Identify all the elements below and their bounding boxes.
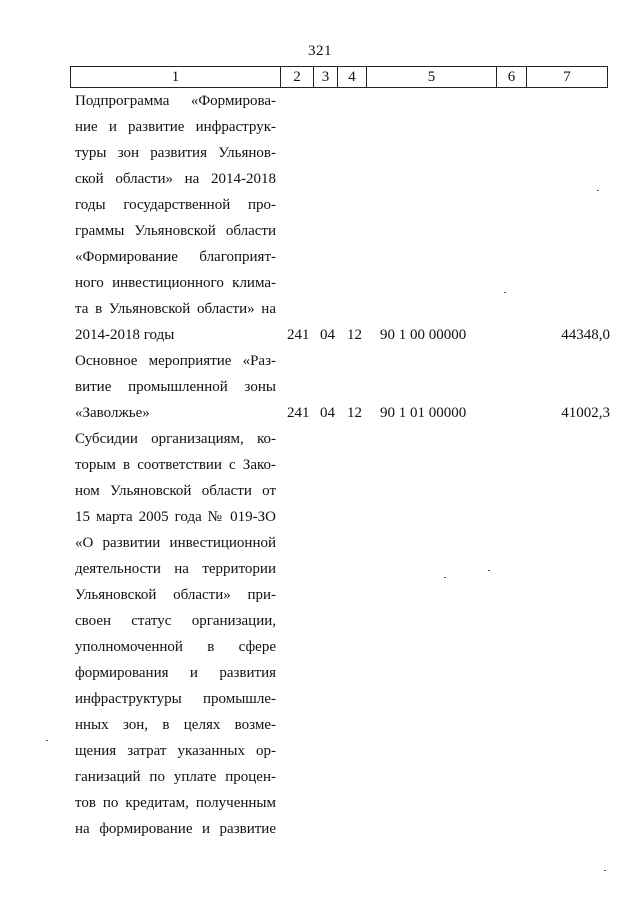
description-line: туры зон развития Ульянов- — [75, 145, 276, 161]
description-line: годы государственной про- — [75, 197, 276, 213]
description-line: Субсидии организациям, ко- — [75, 431, 276, 447]
description-line: своен статус организации, — [75, 613, 276, 629]
description-line: 2014-2018 годы — [75, 327, 175, 343]
scan-speck — [444, 577, 446, 578]
description-line: уполномоченной в сфере — [75, 639, 276, 655]
description-line: ние и развитие инфраструк- — [75, 119, 276, 135]
description-line: ного инвестиционного клима- — [75, 275, 276, 291]
description-line: та в Ульяновской области» на — [75, 301, 276, 317]
description-line: «Заволжье» — [75, 405, 150, 421]
description-line: граммы Ульяновской области — [75, 223, 276, 239]
column-header-4: 4 — [338, 67, 367, 88]
scan-speck — [604, 870, 606, 871]
scan-speck — [46, 740, 48, 741]
table-row-1-description — [75, 88, 276, 348]
column-header-table — [70, 66, 608, 88]
row-1-col-4: 12 — [347, 327, 362, 343]
description-line: Ульяновской области» при- — [75, 587, 276, 603]
description-line: на формирование и развитие — [75, 821, 276, 837]
column-header-6: 6 — [497, 67, 527, 88]
description-line: формирования и развития — [75, 665, 276, 681]
table-row-3-description — [75, 426, 276, 842]
row-2-col-3: 04 — [320, 405, 335, 421]
column-header-1: 1 — [71, 67, 281, 88]
description-line: витие промышленной зоны — [75, 379, 276, 395]
description-line: Подпрограмма «Формирова- — [75, 93, 276, 109]
description-line: щения затрат указанных ор- — [75, 743, 276, 759]
description-line: ном Ульяновской области от — [75, 483, 276, 499]
description-line: торым в соответствии с Зако- — [75, 457, 276, 473]
description-line: Основное мероприятие «Раз- — [75, 353, 276, 369]
row-1-col-5: 90 1 00 00000 — [380, 327, 467, 343]
table-row-2-description — [75, 348, 276, 426]
row-2-col-2: 241 — [287, 405, 310, 421]
scan-speck — [597, 190, 599, 191]
description-line: тов по кредитам, полученным — [75, 795, 276, 811]
description-line: ганизаций по уплате процен- — [75, 769, 276, 785]
column-header-row — [71, 67, 608, 88]
description-line: 15 марта 2005 года № 019-ЗО — [75, 509, 276, 525]
scan-speck — [488, 570, 490, 571]
row-1-col-7: 44348,0 — [561, 327, 610, 343]
description-line: нных зон, в целях возме- — [75, 717, 276, 733]
row-2-col-7: 41002,3 — [561, 405, 610, 421]
description-line: деятельности на территории — [75, 561, 276, 577]
row-2-col-5: 90 1 01 00000 — [380, 405, 467, 421]
row-1-col-2: 241 — [287, 327, 310, 343]
column-header-5: 5 — [367, 67, 497, 88]
column-header-2: 2 — [281, 67, 314, 88]
description-line: «О развитии инвестиционной — [75, 535, 276, 551]
row-2-col-4: 12 — [347, 405, 362, 421]
column-header-7: 7 — [527, 67, 608, 88]
row-1-col-3: 04 — [320, 327, 335, 343]
description-line: ской области» на 2014-2018 — [75, 171, 276, 187]
page-number: 321 — [308, 43, 332, 59]
description-line: инфраструктуры промышле- — [75, 691, 276, 707]
column-header-3: 3 — [314, 67, 338, 88]
description-line: «Формирование благоприят- — [75, 249, 276, 265]
scan-speck — [504, 292, 506, 293]
